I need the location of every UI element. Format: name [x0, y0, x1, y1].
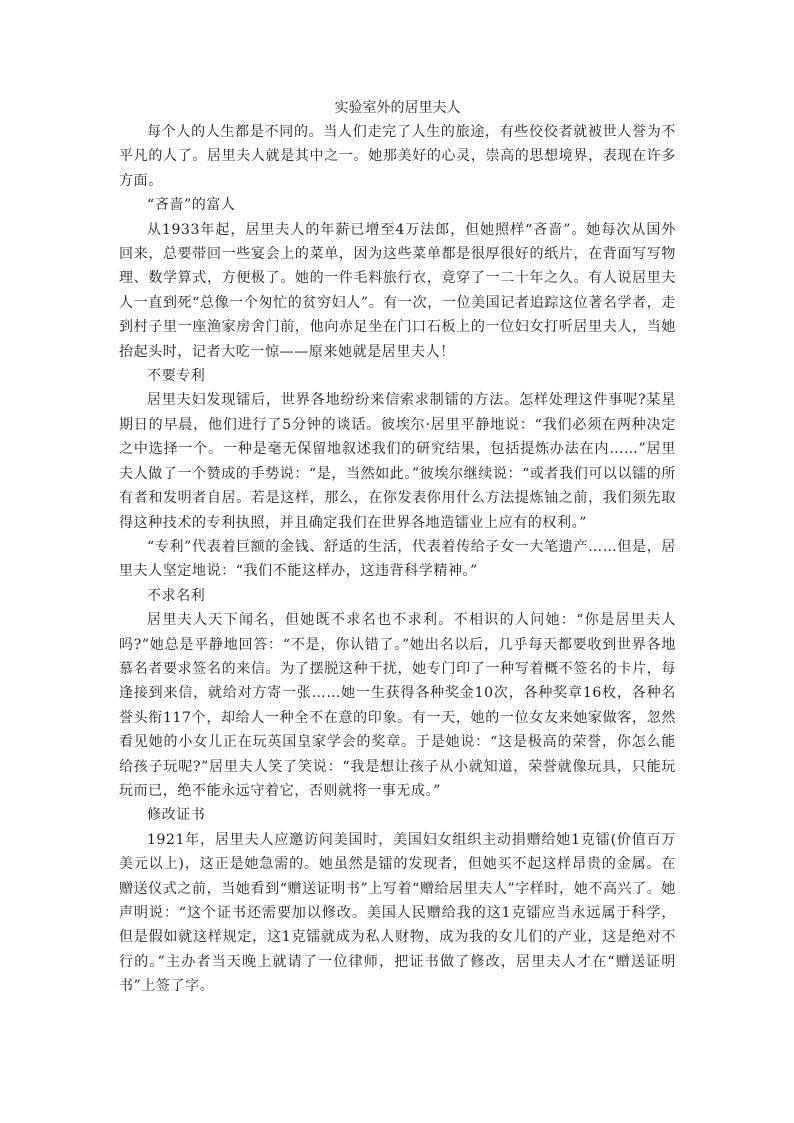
section-paragraph: 1921年，居里夫人应邀访问美国时，美国妇女组织主动捐赠给她1克镭(价值百万美元以上)，这正是她急需的。她虽然是镭的发现者，但她买不起这样昂贵的金属。在赠送仪式之前，当她看到“赠送证明书”上写着“赠给居里夫人”字样时，她不高兴了。她声明说：“这个证书还需要加以修改。美国人民赠给我的这1克镭应当永远属于科学，但是假如就这样规定，这1克镭就成为私人财物，成为我的女儿们的产业，这是绝对不行的。”主办者当天晚上就请了一位律师，把证书做了修改，居里夫人才在“赠送证明书”上签了字。 — [119, 831, 676, 995]
section-paragraph: “专利”代表着巨额的金钱、舒适的生活，代表着传给子女一大笔遗产……但是，居里夫人坚定地说：“我们不能这样办，这违背科学精神。” — [119, 538, 676, 580]
document-title: 实验室外的居里夫人 — [334, 100, 461, 116]
section-heading-stingy: “吝啬”的富人 — [147, 197, 236, 214]
section-heading-no-fame: 不求名利 — [147, 587, 206, 604]
intro-paragraph: 每个人的人生都是不同的。当人们走完了人生的旅途，有些佼佼者就被世人誉为不平凡的人了。居里夫人就是其中之一。她那美好的心灵，崇高的思想境界，表现在许多方面。 — [119, 124, 676, 189]
section-heading-certificate: 修改证书 — [147, 807, 206, 824]
section-paragraph: 居里夫妇发现镭后，世界各地纷纷来信索求制镭的方法。怎样处理这件事呢?某星期日的早晨，他们进行了5分钟的谈话。彼埃尔·居里平静地说：“我们必须在两种决定之中选择一个。一种是毫无保留地叙述我们的研究结果，包括提炼办法在内……”居里夫人做了一个赞成的手势说：“是，当然如此。”彼埃尔继续说：“或者我们可以以镭的所有者和发明者自居。若是这样，那么，在你发表你用什么方法提炼铀之前，我们须先取得这种技术的专利执照，并且确定我们在世界各地造镭业上应有的权利。” — [119, 392, 676, 531]
document-page — [119, 96, 676, 999]
section-paragraph: 从1933年起，居里夫人的年薪已增至4万法郎，但她照样“吝啬”。她每次从国外回来，总要带回一些宴会上的菜单，因为这些菜单都是很厚很好的纸片，在背面写写物理、数学算式，方便极了。她的一件毛料旅行衣，竟穿了一二十年之久。有人说居里夫人一直到死“总像一个匆忙的贫穷妇人”。有一次，一位美国记者追踪这位著名学者，走到村子里一座渔家房舍门前，他向赤足坐在门口石板上的一位妇女打听居里夫人，当她抬起头时，记者大吃一惊——原来她就是居里夫人！ — [119, 221, 676, 360]
section-paragraph: 居里夫人天下闻名，但她既不求名也不求利。不相识的人问她：“你是居里夫人吗?”她总是平静地回答：“不是，你认错了。”她出名以后，几乎每天都要收到世界各地慕名者要求签名的来信。为了摆脱这种干扰，她专门印了一种写着概不签名的卡片，每逢接到来信，就给对方寄一张……她一生获得各种奖金10次，各种奖章16枚，各种名誉头衔117个，却给人一种全不在意的印象。有一天，她的一位女友来她家做客，忽然看见她的小女儿正在玩英国皇家学会的奖章。于是她说：“这是极高的荣誉，你怎么能给孩子玩呢?”居里夫人笑了笑说：“我是想让孩子从小就知道，荣誉就像玩具，只能玩玩而已，绝不能永远守着它，否则就将一事无成。” — [119, 612, 676, 799]
section-heading-no-patent: 不要专利 — [147, 368, 206, 385]
